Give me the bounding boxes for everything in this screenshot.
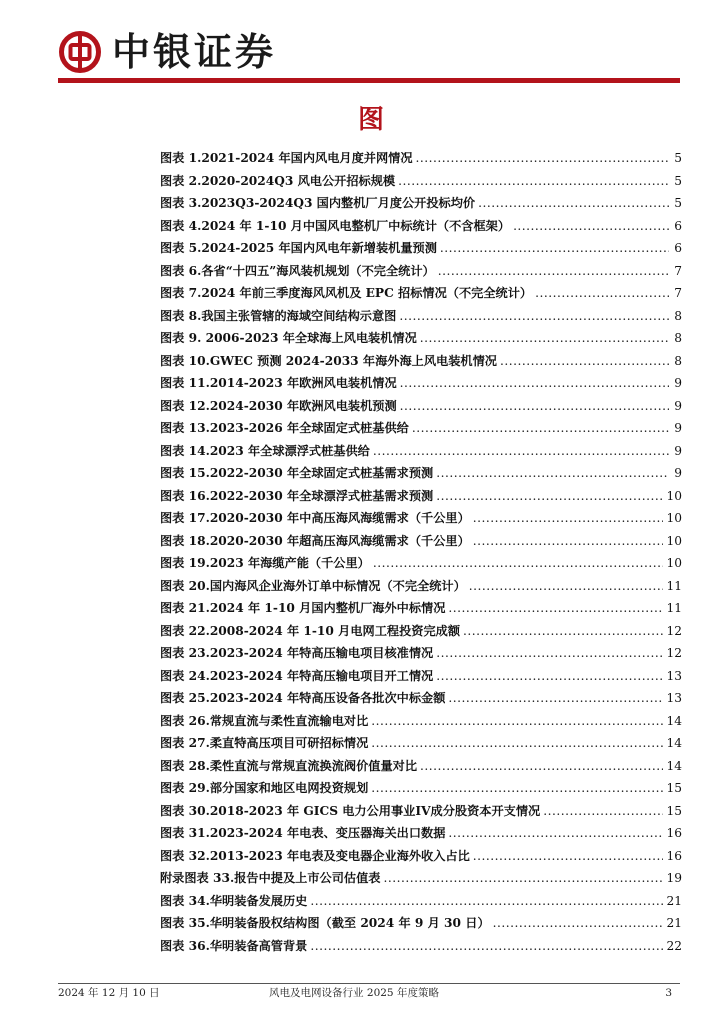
toc-dot-leader [399,305,669,328]
toc-entry-label: 图表 1.2021-2024 年国内风电月度并网情况 [160,151,413,165]
toc-dot-leader [438,260,669,283]
toc-dot-leader [436,642,663,665]
toc-entry[interactable] [160,305,682,328]
toc-dot-leader [448,597,663,620]
toc-dot-leader [371,777,663,800]
toc-entry-label: 图表 16.2022-2030 年全球漂浮式桩基需求预测 [160,488,434,503]
toc-dot-leader [383,867,663,890]
brand-name: 中银证券 [112,30,277,74]
toc-entry-page: 8 [674,353,682,368]
bank-of-china-logo-icon [58,30,102,74]
toc-entry[interactable] [160,372,682,395]
toc-dot-leader [373,440,669,463]
toc-entry-page: 16 [666,826,682,840]
toc-dot-leader [500,350,669,373]
toc-entry[interactable] [160,597,682,620]
toc-entry-page: 15 [666,781,682,795]
toc-dot-leader [478,192,669,215]
toc-dot-leader [473,845,664,868]
toc-entry-page: 9 [674,376,682,390]
toc-entry-page: 12 [666,623,682,638]
toc-entry[interactable] [160,935,682,958]
page-footer [58,985,680,1001]
toc-entry[interactable] [160,710,682,733]
toc-entry-label: 图表 25.2023-2024 年特高压设备各批次中标金额 [160,691,446,705]
toc-entry-label: 图表 12.2024-2030 年欧洲风电装机预测 [160,398,397,413]
toc-entry[interactable] [160,777,682,800]
toc-dot-leader [440,237,669,260]
toc-entry[interactable] [160,665,682,688]
toc-entry[interactable] [160,575,682,598]
toc-entry-page: 10 [666,533,682,548]
toc-entry[interactable] [160,282,682,305]
toc-entry-label: 图表 27.柔直特高压项目可研招标情况 [160,736,369,750]
toc-dot-leader [436,665,663,688]
toc-entry-label: 图表 31.2023-2024 年电表、变压器海关出口数据 [160,826,446,840]
toc-entry-page: 5 [674,196,682,210]
toc-entry[interactable] [160,395,682,418]
toc-entry[interactable] [160,327,682,350]
page-header [0,0,724,90]
toc-entry[interactable] [160,350,682,373]
toc-entry-label: 图表 5.2024-2025 年国内风电年新增装机量预测 [160,241,437,255]
toc-dot-leader [371,710,663,733]
toc-entry-label: 图表 34.华明装备发展历史 [160,893,308,908]
toc-entry-page: 13 [666,691,682,705]
toc-entry-page: 21 [666,916,682,930]
toc-entry[interactable] [160,192,682,215]
toc-entry-label: 图表 29.部分国家和地区电网投资规划 [160,781,369,795]
toc-dot-leader [436,462,669,485]
toc-entry-page: 10 [666,488,682,503]
toc-dot-leader [400,372,669,395]
toc-entry[interactable] [160,260,682,283]
toc-entry[interactable] [160,417,682,440]
toc-entry[interactable] [160,507,682,530]
toc-entry-label: 图表 7.2024 年前三季度海风风机及 EPC 招标情况（不完全统计） [160,286,533,300]
toc-dot-leader [400,395,669,418]
toc-entry[interactable] [160,867,682,890]
toc-entry-page: 14 [666,736,682,750]
toc-entry[interactable] [160,485,682,508]
toc-entry[interactable] [160,170,682,193]
toc-dot-leader [493,912,664,935]
toc-entry-page: 9 [674,421,682,435]
toc-entry-label: 图表 28.柔性直流与常规直流换流阀价值量对比 [160,758,418,773]
toc-dot-leader [420,755,663,778]
toc-entry[interactable] [160,822,682,845]
toc-entry-page: 9 [674,466,682,480]
toc-entry-page: 8 [674,331,682,345]
toc-entry-page: 16 [666,848,682,863]
toc-entry-label: 图表 19.2023 年海缆产能（千公里） [160,556,370,570]
toc-entry-page: 8 [674,308,682,323]
toc-entry-label: 图表 20.国内海风企业海外订单中标情况（不完全统计） [160,578,466,593]
toc-entry-page: 13 [666,668,682,683]
toc-dot-leader [513,215,669,238]
toc-entry-page: 14 [666,713,682,728]
toc-entry[interactable] [160,440,682,463]
toc-entry-page: 19 [666,871,682,885]
toc-entry-page: 5 [674,151,682,165]
toc-entry[interactable] [160,642,682,665]
toc-entry-page: 21 [666,893,682,908]
toc-entry[interactable] [160,237,682,260]
toc-entry-label: 图表 6.各省“十四五”海风装机规划（不完全统计） [160,263,435,278]
toc-dot-leader [469,575,664,598]
toc-entry-page: 12 [666,646,682,660]
toc-entry-label: 图表 24.2023-2024 年特高压输电项目开工情况 [160,668,434,683]
toc-dot-leader [473,530,664,553]
toc-entry-page: 5 [674,173,682,188]
toc-entry-label: 图表 21.2024 年 1-10 月国内整机厂海外中标情况 [160,601,446,615]
toc-entry-page: 7 [674,263,682,278]
toc-entry-label: 图表 9. 2006-2023 年全球海上风电装机情况 [160,331,417,345]
toc-dot-leader [448,687,663,710]
toc-entry-page: 9 [674,443,682,458]
toc-entry-label: 图表 14.2023 年全球漂浮式桩基供给 [160,443,370,458]
toc-entry[interactable] [160,755,682,778]
toc-entry[interactable] [160,687,682,710]
toc-dot-leader [543,800,663,823]
toc-entry[interactable] [160,732,682,755]
toc-entry[interactable] [160,912,682,935]
toc-dot-leader [416,147,669,170]
footer-report-title: 风电及电网设备行业 2025 年度策略 [269,987,439,999]
toc-entry-label: 图表 10.GWEC 预测 2024-2033 年海外海上风电装机情况 [160,353,497,368]
toc-dot-leader [535,282,669,305]
toc-dot-leader [373,552,664,575]
toc-entry-label: 图表 17.2020-2030 年中高压海风海缆需求（千公里） [160,511,470,525]
toc-entry-page: 6 [674,218,682,233]
toc-entry-page: 7 [674,286,682,300]
toc-entry[interactable] [160,552,682,575]
toc-entry-label: 图表 22.2008-2024 年 1-10 月电网工程投资完成额 [160,623,461,638]
toc-entry[interactable] [160,215,682,238]
toc-entry-label: 附录图表 33.报告中提及上市公司估值表 [160,871,381,885]
toc-dot-leader [398,170,669,193]
toc-entry-label: 图表 4.2024 年 1-10 月中国风电整机厂中标统计（不含框架） [160,218,511,233]
toc-entry-label: 图表 35.华明装备股权结构图（截至 2024 年 9 月 30 日） [160,916,490,930]
toc-entry-label: 图表 30.2018-2023 年 GICS 电力公用事业IV成分股资本开支情况 [160,803,541,818]
toc-entry[interactable] [160,800,682,823]
footer-date: 2024 年 12 月 10 日 [58,987,160,999]
toc-dot-leader [463,620,663,643]
toc-entry-page: 11 [666,601,682,615]
footer-page-number: 3 [665,987,672,999]
toc-entry-label: 图表 8.我国主张管辖的海域空间结构示意图 [160,308,397,323]
toc-dot-leader [310,935,663,958]
toc-entry-page: 6 [674,241,682,255]
toc-dot-leader [436,485,663,508]
toc-dot-leader [473,507,664,530]
figure-list [160,147,682,957]
toc-dot-leader [310,890,663,913]
toc-dot-leader [371,732,663,755]
toc-entry-label: 图表 32.2013-2023 年电表及变电器企业海外收入占比 [160,848,470,863]
toc-entry-page: 14 [666,758,682,773]
toc-entry-page: 15 [666,803,682,818]
footer-divider [58,983,680,984]
toc-entry[interactable] [160,845,682,868]
toc-entry-label: 图表 13.2023-2026 年全球固定式桩基供给 [160,421,409,435]
toc-entry-page: 9 [674,398,682,413]
toc-entry[interactable] [160,890,682,913]
toc-entry-label: 图表 18.2020-2030 年超高压海风海缆需求（千公里） [160,533,470,548]
toc-entry-label: 图表 26.常规直流与柔性直流输电对比 [160,713,369,728]
toc-entry-label: 图表 2.2020-2024Q3 风电公开招标规模 [160,173,396,188]
toc-dot-leader [448,822,663,845]
page-title: 图 [357,105,384,135]
toc-dot-leader [412,417,669,440]
toc-entry-label: 图表 3.2023Q3-2024Q3 国内整机厂月度公开投标均价 [160,196,476,210]
toc-entry[interactable] [160,462,682,485]
toc-entry[interactable] [160,147,682,170]
toc-entry-page: 10 [666,511,682,525]
toc-entry-page: 22 [666,938,682,953]
header-divider [58,78,680,83]
toc-entry-label: 图表 23.2023-2024 年特高压输电项目核准情况 [160,646,434,660]
toc-entry[interactable] [160,530,682,553]
toc-entry-label: 图表 15.2022-2030 年全球固定式桩基需求预测 [160,466,434,480]
toc-entry[interactable] [160,620,682,643]
toc-entry-page: 10 [666,556,682,570]
toc-entry-label: 图表 11.2014-2023 年欧洲风电装机情况 [160,376,397,390]
toc-entry-label: 图表 36.华明装备高管背景 [160,938,308,953]
toc-dot-leader [420,327,669,350]
toc-entry-page: 11 [666,578,682,593]
